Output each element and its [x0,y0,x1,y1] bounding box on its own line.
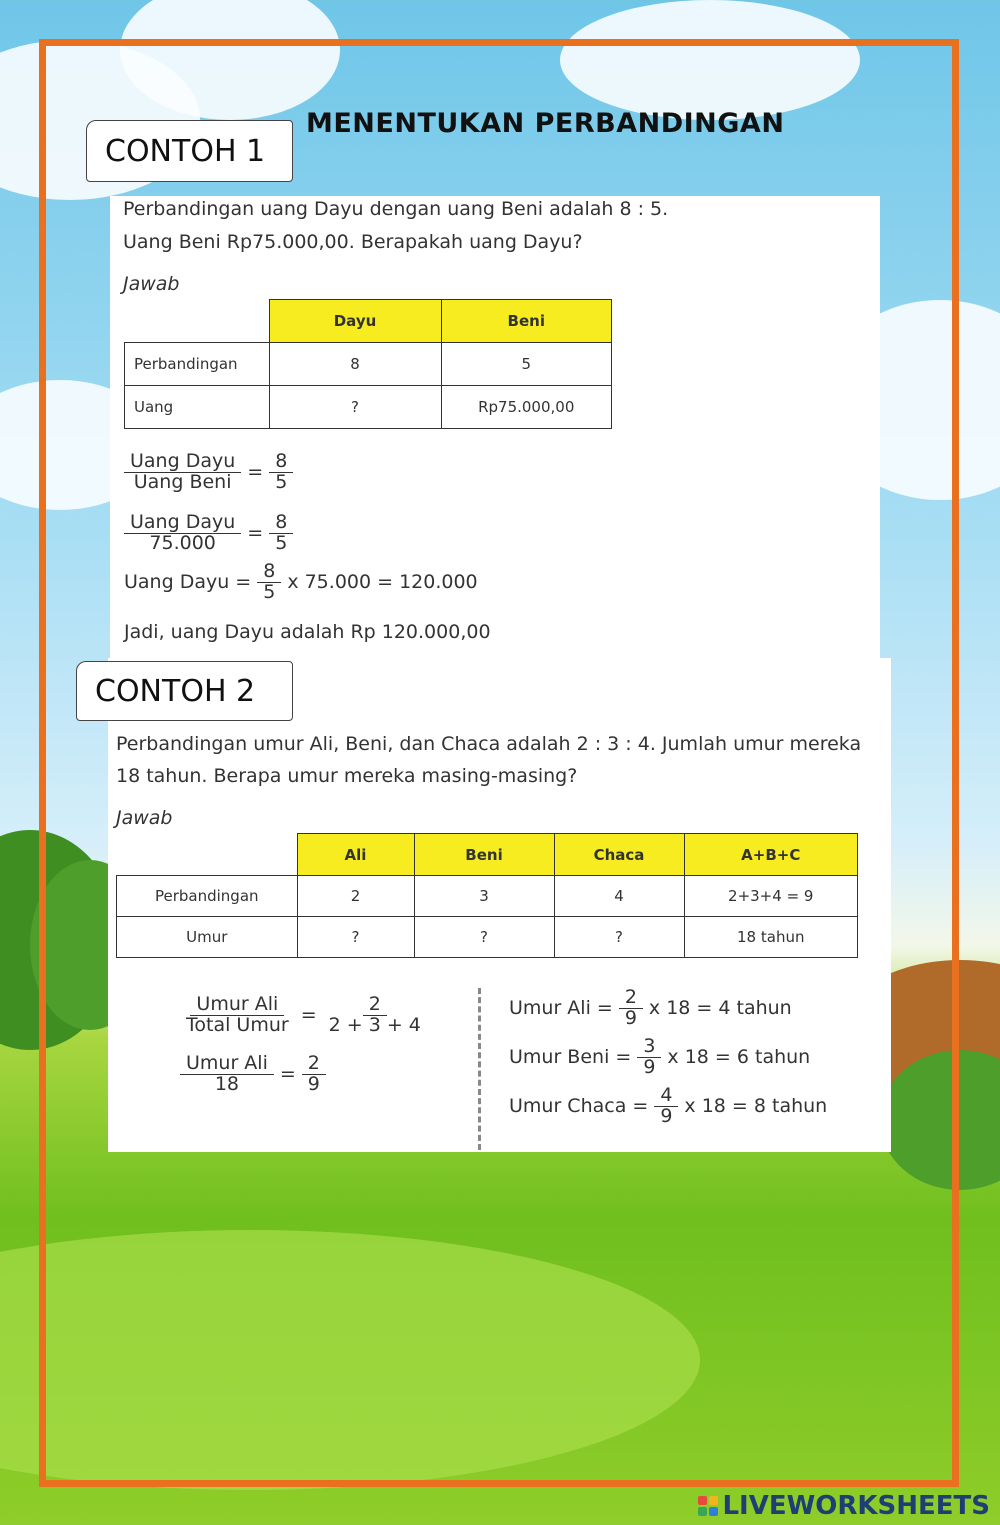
denominator: 9 [307,1072,320,1095]
table-row [117,917,858,958]
equation-prefix: Uang Dayu = [124,571,252,594]
contoh-2-jawab: Jawab [116,807,173,829]
table-cell: 3 [414,876,554,917]
table-cell: 2+3+4 = 9 [684,876,858,917]
contoh-2-tag: CONTOH 2 [76,661,293,721]
numerator: 2 [302,1054,326,1075]
fraction [619,988,643,1029]
table-row [117,876,858,917]
fraction [269,452,293,493]
denominator: Uang Beni [133,470,232,493]
contoh-1-equation-2 [124,513,293,554]
liveworksheets-logo[interactable] [698,1491,990,1521]
denominator: 9 [643,1055,656,1078]
numerator: 8 [269,513,293,534]
table-row [125,343,612,386]
numerator: 2 [363,995,387,1016]
fraction [302,1054,326,1095]
table-header: Beni [414,834,554,876]
table-cell: Rp75.000,00 [441,386,612,429]
equals-sign: = [247,461,264,484]
table-row [125,386,612,429]
equals-sign: = [279,1063,296,1086]
fraction [654,1086,678,1127]
denominator: 5 [263,580,276,603]
row-label: Perbandingan [117,876,298,917]
row-label: Umur [117,917,298,958]
table-header: Ali [297,834,414,876]
denominator: 9 [624,1006,637,1029]
table-cell: 2 [297,876,414,917]
equation-prefix: Umur Ali = [509,997,613,1020]
table-cell: ? [297,917,414,958]
table-cell: ? [269,386,441,429]
fraction [257,562,281,603]
table-corner [117,834,298,876]
table-header: Beni [441,300,612,343]
contoh-1-conclusion: Jadi, uang Dayu adalah Rp 120.000,00 [124,621,491,643]
equals-sign: = [300,1004,317,1027]
result-ali [509,988,792,1029]
numerator: Umur Ali [180,1054,274,1075]
table-cell: 4 [554,876,684,917]
numerator: 4 [654,1086,678,1107]
contoh-1-question-line-1: Perbandingan uang Dayu dengan uang Beni adalah 8 : 5. [123,198,669,220]
page-title: MENENTUKAN PERBANDINGAN [306,108,785,139]
dashed-divider [478,988,481,1150]
equation-prefix: Umur Beni = [509,1046,632,1069]
contoh-1-jawab: Jawab [123,273,180,295]
table-cell: 8 [269,343,441,386]
contoh-1-table [124,299,612,429]
equals-sign: = [247,522,264,545]
contoh-2-question-line-1: Perbandingan umur Ali, Beni, dan Chaca adalah 2 : 3 : 4. Jumlah umur mereka [116,733,862,755]
contoh-2-table [116,833,858,958]
table-header: Dayu [269,300,441,343]
denominator: 2 + 3 + 4 [328,1013,421,1036]
contoh-2-question-line-2: 18 tahun. Berapa umur mereka masing-masing? [116,765,578,787]
table-cell: 18 tahun [684,917,858,958]
result-chaca [509,1086,827,1127]
denominator: 9 [660,1104,673,1127]
denominator: 5 [275,531,288,554]
fraction [269,513,293,554]
numerator: 3 [637,1037,661,1058]
contoh-2-equation-2 [180,1054,326,1095]
equation-prefix: Umur Chaca = [509,1095,649,1118]
fraction [637,1037,661,1078]
contoh-1-equation-3 [124,562,478,603]
logo-text: LIVEWORKSHEETS [722,1491,990,1521]
row-label: Perbandingan [125,343,270,386]
table-cell: ? [414,917,554,958]
contoh-1-equation-1 [124,452,293,493]
table-corner [125,300,270,343]
fraction [180,995,295,1036]
equation-suffix: x 18 = 4 tahun [648,997,792,1020]
numerator: Uang Dayu [124,513,241,534]
denominator: 75.000 [149,531,216,554]
fraction [180,1054,274,1095]
table-cell: ? [554,917,684,958]
denominator: 18 [214,1072,240,1095]
contoh-2-equation-1 [180,995,427,1036]
equation-suffix: x 18 = 8 tahun [684,1095,828,1118]
table-header: Chaca [554,834,684,876]
numerator: 2 [619,988,643,1009]
logo-icon [698,1496,718,1516]
result-beni [509,1037,810,1078]
numerator: 8 [269,452,293,473]
numerator: Uang Dayu [124,452,241,473]
fraction [124,513,241,554]
table-header: A+B+C [684,834,858,876]
contoh-1-tag: CONTOH 1 [86,120,293,182]
table-cell: 5 [441,343,612,386]
row-label: Uang [125,386,270,429]
equation-suffix: x 75.000 = 120.000 [287,571,478,594]
denominator: Total Umur [186,1013,289,1036]
denominator: 5 [275,470,288,493]
numerator: 8 [257,562,281,583]
contoh-1-question-line-2: Uang Beni Rp75.000,00. Berapakah uang Dayu? [123,231,583,253]
fraction [323,995,427,1036]
equation-suffix: x 18 = 6 tahun [667,1046,811,1069]
fraction [124,452,241,493]
numerator: Umur Ali [190,995,284,1016]
